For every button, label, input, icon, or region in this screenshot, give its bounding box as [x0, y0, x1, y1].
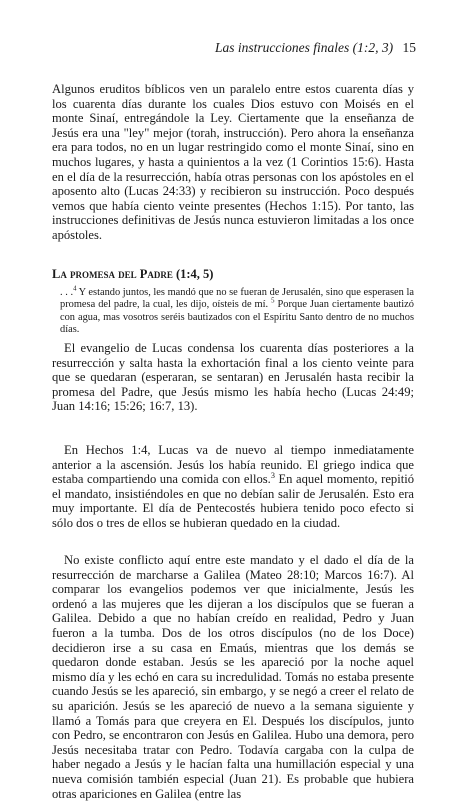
verse-number-4: 4 — [73, 285, 77, 293]
section-heading-title: La promesa del Padre — [52, 267, 173, 281]
paragraph-galilee: No existe conflicto aquí entre este mandato y el dado el día de la resurrección de marcharse a Galilea (Mateo 28:10; Marcos 16:7). Al comparar los evangelios podemos ver que inicialmente, Jesús les ordenó a las mujeres que les dijeran a los discípulos que se fueran a Galilea. Debido a que no habían creído en realidad, Pedro y Juan fueron a la tumba. Dos de los otros discípulos (no de los Doce) decidieron irse a su casa en Emaús, mientras que los demás se quedaron donde estaban. Jesús se les apareció por la noche aquel mismo día y les echó en cara su incredulidad. Tomás no estaba presente cuando Jesús se les apareció, sin embargo, y se negó a creer el relato de su aparición. Jesús se les apareció de nuevo a la semana siguiente y llamó a Tomás para que creyera en El. Después los discípulos, junto con Pedro, se encontraron con Jesús en Galilea. Hubo una demora, pero Jesús necesitaba tratar con Pedro. Todavía cargaba con la culpa de haber negado a Jesús y le hacían falta una humillación especial y una nueva comisión también especial (Juan 21). Es probable que hubiera otras apariciones en Galilea (entre las — [52, 553, 414, 801]
section-heading-reference: (1:4, 5) — [175, 267, 214, 281]
page-number: 15 — [402, 40, 416, 55]
footnote-marker: 3 — [270, 471, 275, 480]
epigraph-ellipsis: . . . — [60, 287, 74, 298]
verse-4-text: Y estando juntos, les mandó que no se fueran de Jerusalén, sino que esperasen la promesa del padre, la cual, les dijo, oísteis de mí. — [60, 287, 414, 311]
scripture-epigraph — [60, 287, 414, 337]
section-heading — [52, 267, 414, 282]
verse-number-5: 5 — [271, 297, 275, 305]
running-header — [0, 40, 416, 56]
paragraph-luke-gospel: El evangelio de Lucas condensa los cuarenta días posteriores a la resurrección y salta hasta la exhortación final a los ciento veinte para que se quedaran (esperaran, se sentaran) en Jerusalén hasta recibir la promesa del Padre, que Jesús mismo les había hecho (Lucas 24:49; Juan 14:16; 15:26; 16:7, 13). — [52, 341, 414, 414]
paragraph-intro: Algunos eruditos bíblicos ven un paralelo entre estos cuarenta días y los cuarenta días durante los cuales Dios estuvo con Moisés en el monte Sinaí, entregándole la Ley. Ciertamente que la enseñanza de Jesús era una "ley" mejor (torah, instrucción). Pero ahora la enseñanza era para todos, no en un lugar restringido como el monte Sinaí, sino en muchos lugares, y hasta a quinientos a la vez (1 Corintios 15:6). Hasta en el día de la resurrección, había otras personas con los apóstoles en el aposento alto (Lucas 24:33) y recibieron su instrucción. Poco después vemos que había ciento veinte presentes (Hechos 1:15). Por tanto, las instrucciones definitivas de Jesús nunca estuvieron limitadas a los once apóstoles. — [52, 82, 414, 242]
paragraph-acts-1-4 — [52, 443, 414, 531]
running-title: Las instrucciones finales (1:2, 3) — [215, 40, 394, 55]
paragraph-acts-text-a: En Hechos 1:4, Lucas va de nuevo al tiempo inmediatamente anterior a la ascensión. Jesús los había reunido. El griego indica que estaba compartiendo una comida con ellos. — [52, 443, 414, 487]
paragraph-acts-text-b: En aquel momento, repitió el mandato, insistiéndoles en que no debían salir de Jerusalén. Esto era muy importante. El día de Pentecostés hubiera tenido poco efecto si sólo dos o tres de ellos se hubieran quedado en la ciudad. — [52, 472, 414, 530]
verse-5-text: Porque Juan ciertamente bautizó con agua, mas vosotros seréis bautizados con el Espíritu Santo dentro de no muchos días. — [60, 299, 414, 336]
